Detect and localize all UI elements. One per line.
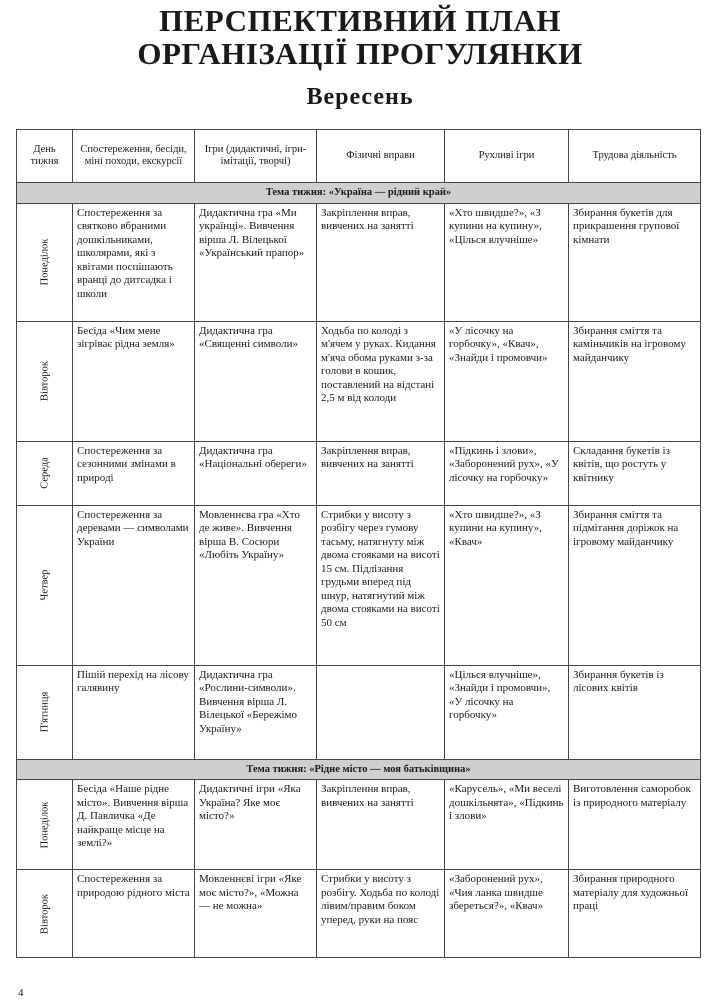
- observations-cell: Пішій перехід на лісову галявину: [73, 665, 195, 759]
- header-games: Ігри (дидактичні, ігри-імітації, творчі): [195, 130, 317, 183]
- header-observations: Спостереження, бесіди, міні походи, екскурсії: [73, 130, 195, 183]
- table-row: [17, 203, 701, 321]
- mobile-cell: «Заборонений рух», «Чия ланка швидше збереться?», «Квач»: [445, 870, 569, 958]
- day-cell: Вівторок: [17, 870, 73, 958]
- games-cell: Дидактична гра «Національні обереги»: [195, 441, 317, 505]
- header-labor: Трудова діяльність: [569, 130, 701, 183]
- physical-cell: Закріплення вправ, вивчених на занятті: [317, 441, 445, 505]
- mobile-cell: «Хто швидше?», «З купини на купину», «Цілься влучніше»: [445, 203, 569, 321]
- theme-row: [17, 759, 701, 780]
- day-cell: Понеділок: [17, 203, 73, 321]
- observations-cell: Спостереження за деревами — символами України: [73, 505, 195, 665]
- page-number: 4: [18, 987, 24, 999]
- header-row: [17, 130, 701, 183]
- physical-cell: Закріплення вправ, вивчених на занятті: [317, 780, 445, 870]
- mobile-cell: «Підкинь і злови», «Заборонений рух», «У лісочку на горбочку»: [445, 441, 569, 505]
- physical-cell: [317, 665, 445, 759]
- physical-cell: Закріплення вправ, вивчених на занятті: [317, 203, 445, 321]
- table-row: [17, 780, 701, 870]
- theme-2: Тема тижня: «Рідне місто — моя батьківщина»: [17, 759, 701, 780]
- day-cell: Вівторок: [17, 321, 73, 441]
- table-row: [17, 441, 701, 505]
- table-row: [17, 321, 701, 441]
- table-row: [17, 665, 701, 759]
- physical-cell: Ходьба по колоді з м'ячем у руках. Кидання м'яча обома руками з-за голови в кошик, поставлений на відстані 2,5 м від колоди: [317, 321, 445, 441]
- header-mobile: Рухливі ігри: [445, 130, 569, 183]
- games-cell: Дидактична гра «Ми українці». Вивчення вірша Л. Вілецької «Український прапор»: [195, 203, 317, 321]
- theme-row: [17, 183, 701, 204]
- labor-cell: Збирання сміття та каміньчиків на ігровому майданчику: [569, 321, 701, 441]
- labor-cell: Виготовлення саморобок із природного матеріалу: [569, 780, 701, 870]
- observations-cell: Бесіда «Чим мене зігріває рідна земля»: [73, 321, 195, 441]
- labor-cell: Складання букетів із квітів, що ростуть у квітнику: [569, 441, 701, 505]
- month-heading: Вересень: [306, 84, 414, 110]
- header-day: День тижня: [17, 130, 73, 183]
- labor-cell: Збирання природного матеріалу для художньої праці: [569, 870, 701, 958]
- observations-cell: Бесіда «Наше рідне місто». Вивчення вірша Д. Павличка «Де найкраще місце на землі?»: [73, 780, 195, 870]
- plan-table: [16, 129, 701, 958]
- labor-cell: Збирання букетів для прикрашення групової кімнати: [569, 203, 701, 321]
- observations-cell: Спостереження за природою рідного міста: [73, 870, 195, 958]
- mobile-cell: «У лісочку на горбочку», «Квач», «Знайди і промовчи»: [445, 321, 569, 441]
- games-cell: Мовленнєві ігри «Яке моє місто?», «Можна — не можна»: [195, 870, 317, 958]
- page-title: [0, 4, 720, 70]
- day-cell: Четвер: [17, 505, 73, 665]
- games-cell: Дидактична гра «Рослини-символи». Вивчення вірша Л. Вілецької «Бережімо Україну»: [195, 665, 317, 759]
- mobile-cell: «Карусель», «Ми веселі дошкільнята», «Підкинь і злови»: [445, 780, 569, 870]
- physical-cell: Стрибки у висоту з розбігу. Ходьба по колоді лівим/правим боком уперед, руки на пояс: [317, 870, 445, 958]
- observations-cell: Спостереження за святково вбраними дошкільниками, школярами, які з квітами поспішають вранці до дитсадка і школи: [73, 203, 195, 321]
- games-cell: Дидактична гра «Священні символи»: [195, 321, 317, 441]
- games-cell: Дидактичні ігри «Яка Україна? Яке моє місто?»: [195, 780, 317, 870]
- mobile-cell: «Цілься влучніше», «Знайди і промовчи», «У лісочку на горбочку»: [445, 665, 569, 759]
- physical-cell: Стрибки у висоту з розбігу через гумову тасьму, натягнуту між двома стояками на висоті 15 см. Підлізання грудьми вперед під шнур, натягнутий між двома стояками на висоті 50 см: [317, 505, 445, 665]
- title-line-1: ПЕРСПЕКТИВНИЙ ПЛАН: [158, 3, 562, 38]
- mobile-cell: «Хто швидше?», «З купини на купину», «Квач»: [445, 505, 569, 665]
- games-cell: Мовленнєва гра «Хто де живе». Вивчення вірша В. Сосюри «Любіть Україну»: [195, 505, 317, 665]
- observations-cell: Спостереження за сезонними змінами в природі: [73, 441, 195, 505]
- theme-1: Тема тижня: «Україна — рідний край»: [17, 183, 701, 204]
- title-line-2: ОРГАНІЗАЦІЇ ПРОГУЛЯНКИ: [137, 36, 583, 71]
- labor-cell: Збирання сміття та підмітання доріжок на ігровому майданчику: [569, 505, 701, 665]
- header-physical: Фізичні вправи: [317, 130, 445, 183]
- table-row: [17, 870, 701, 958]
- table-row: [17, 505, 701, 665]
- day-cell: П'ятниця: [17, 665, 73, 759]
- labor-cell: Збирання букетів із лісових квітів: [569, 665, 701, 759]
- day-cell: Середа: [17, 441, 73, 505]
- day-cell: Понеділок: [17, 780, 73, 870]
